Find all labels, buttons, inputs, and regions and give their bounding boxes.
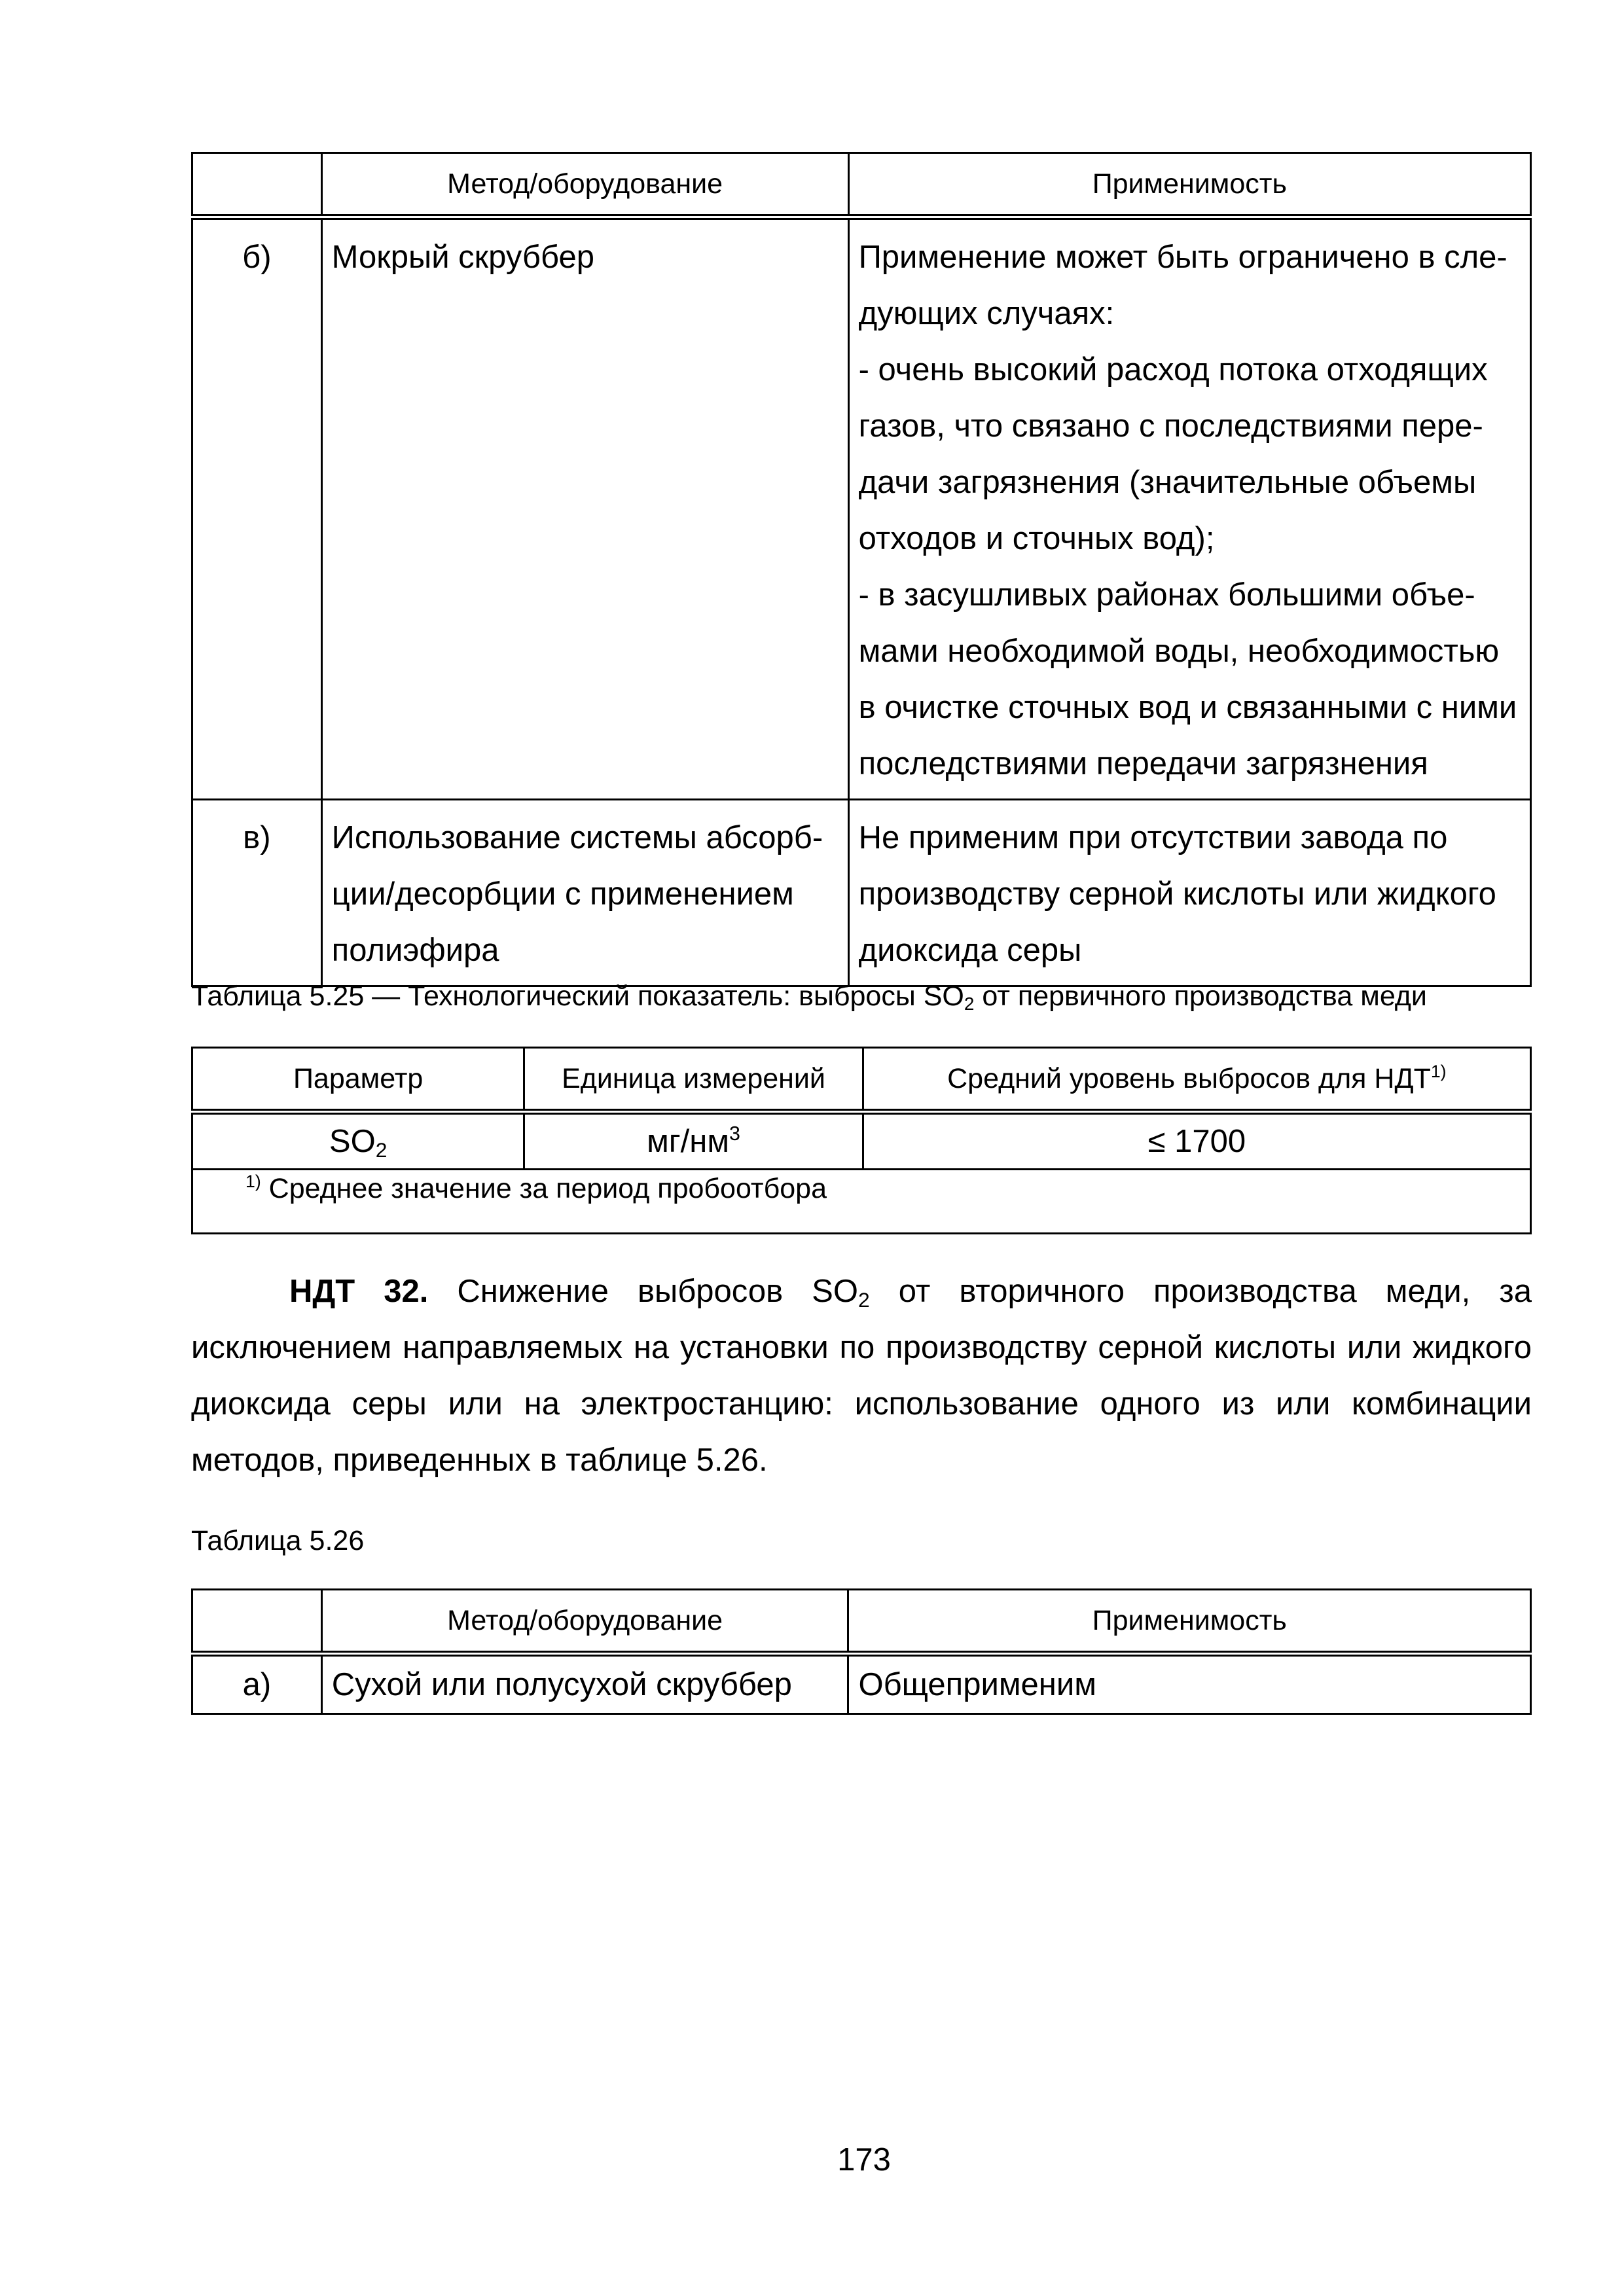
- text-line: последствиями передачи загрязнения: [858, 746, 1428, 781]
- parameter-text: SO: [329, 1124, 376, 1159]
- applicability-cell: [848, 800, 1530, 986]
- value-cell: ≤ 1700: [863, 1112, 1530, 1170]
- page-number: 173: [837, 2142, 891, 2178]
- text-line: мами необходимой воды, необходимостью: [858, 634, 1500, 669]
- text-line: дующих случаях:: [858, 296, 1115, 331]
- footnote-cell: [192, 1170, 1531, 1234]
- table-header-row: [192, 1048, 1531, 1112]
- table-row: [192, 800, 1531, 986]
- table-row: [192, 217, 1531, 800]
- header-level: [863, 1048, 1530, 1112]
- text-line: полиэфира: [331, 933, 499, 968]
- caption-text: Таблица 5.25 — Технологический показатель: выбросы SO: [191, 980, 964, 1012]
- unit-cell: [524, 1112, 863, 1170]
- ndt32-subscript: 2: [857, 1287, 870, 1312]
- text-line: производству серной кислоты или жидкого: [858, 876, 1496, 912]
- text-line: - очень высокий расход потока отходящих: [858, 352, 1488, 387]
- header-parameter: Параметр: [192, 1048, 524, 1112]
- parameter-subscript: 2: [375, 1138, 388, 1162]
- text-line: диоксида серы: [858, 933, 1082, 968]
- table-5-25-caption: [191, 980, 1540, 1013]
- text-line: газов, что связано с последствиями пере-: [858, 408, 1483, 444]
- table-row: [192, 1654, 1531, 1714]
- ndt32-text: Снижение выбросов SO: [428, 1274, 858, 1309]
- footnote-mark: 1): [245, 1172, 261, 1192]
- unit-text: мг/нм: [647, 1124, 730, 1159]
- method-cell: [321, 217, 848, 800]
- text-line: Не применим при отсутствии завода по: [858, 820, 1448, 855]
- unit-superscript: 3: [729, 1122, 740, 1145]
- parameter-cell: [192, 1112, 524, 1170]
- applicability-cell: [848, 217, 1530, 800]
- footnote-text: Среднее значение за период пробоотбора: [261, 1173, 827, 1204]
- ndt32-label: НДТ 32.: [289, 1274, 429, 1309]
- header-method: Метод/оборудование: [321, 1590, 848, 1654]
- text-line: Мокрый скруббер: [331, 240, 594, 275]
- text-line: отходов и сточных вод);: [858, 521, 1215, 556]
- footnote-ref: 1): [1430, 1061, 1447, 1081]
- table-5-26-caption: Таблица 5.26: [191, 1525, 365, 1556]
- table-header-row: [192, 153, 1531, 217]
- text-line: ции/десорбции с применением: [331, 876, 794, 912]
- caption-text-suffix: от первичного производства меди: [974, 980, 1427, 1012]
- text-line: - в засушливых районах большими объе-: [858, 577, 1475, 613]
- header-blank: [192, 153, 322, 217]
- applicability-cell: Общеприменим: [848, 1654, 1531, 1714]
- header-method: Метод/оборудование: [321, 153, 848, 217]
- header-unit: Единица измерений: [524, 1048, 863, 1112]
- header-applicability: Применимость: [848, 153, 1530, 217]
- methods-table-continued: [191, 152, 1532, 987]
- methods-table-5-26: [191, 1588, 1532, 1715]
- table-header-row: [192, 1590, 1531, 1654]
- header-blank: [192, 1590, 322, 1654]
- table-row: [192, 1112, 1531, 1170]
- row-label: б): [192, 217, 322, 800]
- text-line: в очистке сточных вод и связанными с ними: [858, 690, 1517, 725]
- text-line: Использование системы абсорб-: [331, 820, 823, 855]
- footnote-row: [192, 1170, 1531, 1234]
- caption-subscript: 2: [964, 993, 975, 1014]
- header-applicability: Применимость: [848, 1590, 1531, 1654]
- text-line: дачи загрязнения (значительные объемы: [858, 465, 1477, 500]
- text-line: Применение может быть ограничено в сле-: [858, 240, 1507, 275]
- emissions-table: [191, 1047, 1532, 1234]
- method-cell: [321, 800, 848, 986]
- row-label: в): [192, 800, 322, 986]
- header-level-text: Средний уровень выбросов для НДТ: [947, 1062, 1431, 1094]
- row-label: а): [192, 1654, 322, 1714]
- method-cell: Сухой или полусухой скруббер: [321, 1654, 848, 1714]
- ndt32-paragraph: [191, 1263, 1532, 1488]
- ndt32-text-rest: от вторичного производства меди, за исключением направляемых на установки по производству серной кислоты или жидкого диоксида серы или на электростанцию: использование одного из или комбинации методов, приведенных в таблице 5.26.: [191, 1274, 1532, 1478]
